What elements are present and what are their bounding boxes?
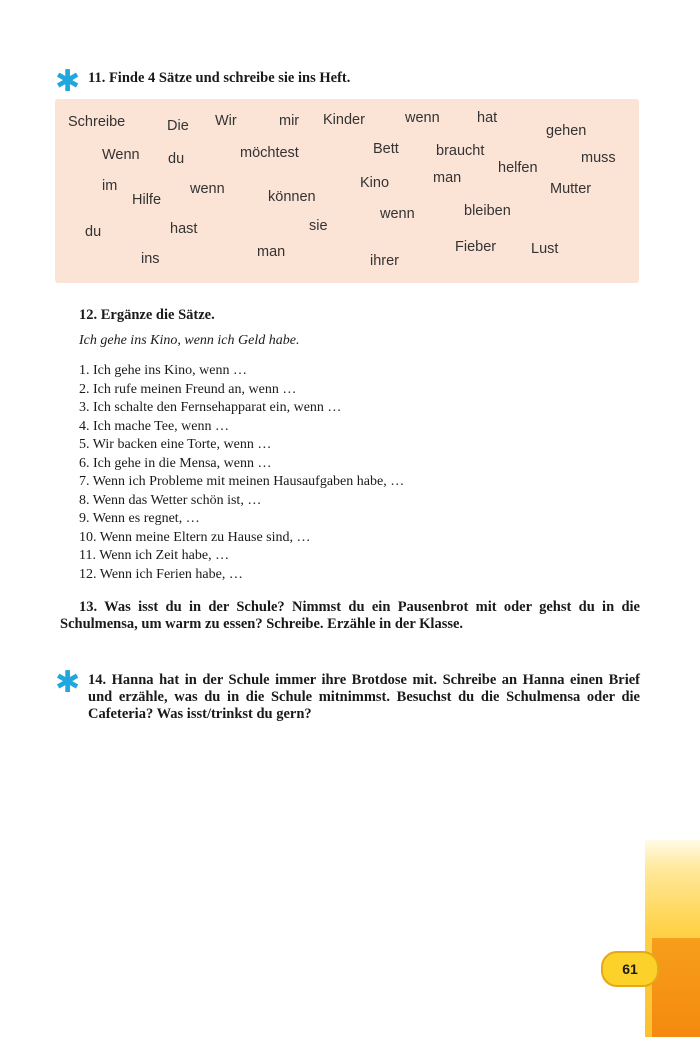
word: hat [477, 110, 498, 126]
word: mir [279, 113, 300, 129]
list-item: 4. Ich mache Tee, wenn … [79, 418, 229, 434]
list-item: 11. Wenn ich Zeit habe, … [79, 548, 230, 563]
asterisk-icon: ✱ [55, 64, 81, 99]
list-item: 3. Ich schalte den Fernsehapparat ein, wenn … [79, 400, 342, 415]
word: ihrer [370, 253, 400, 269]
word: Hilfe [132, 192, 162, 208]
word: Kinder [323, 112, 365, 128]
word: Mutter [550, 181, 592, 197]
page-number: 61 [601, 951, 659, 987]
word: Schreibe [68, 114, 126, 130]
word: sie [309, 218, 328, 234]
word: können [268, 189, 316, 205]
word-puzzle-box [55, 99, 639, 283]
word: möchtest [240, 145, 299, 161]
exercise-13-text: 13. Was isst du in der Schule? Nimmst du ein Pausenbrot mit oder gehst du in die Schulmensa, um warm zu essen? Schreibe. Erzähle in der Klasse. [60, 599, 640, 632]
list-item: 8. Wenn das Wetter schön ist, … [79, 492, 262, 508]
list-item: 2. Ich rufe meinen Freund an, wenn … [79, 381, 297, 397]
word: ins [141, 251, 160, 267]
word: Bett [373, 141, 399, 157]
word: Lust [531, 241, 559, 257]
list-item: 10. Wenn meine Eltern zu Hause sind, … [79, 529, 311, 545]
sentence-list [79, 362, 404, 584]
word: braucht [436, 143, 485, 159]
exercise-14-text: 14. Hanna hat in der Schule immer ihre Brotdose mit. Schreibe an Hanna einen Brief und erzähle, was du in die Schule mitnimmst. Besuchst du die Schulmensa oder die Cafeteria? Was isst/trinkst du gern? [88, 672, 640, 722]
word: du [85, 224, 102, 240]
word: helfen [498, 160, 538, 176]
asterisk-icon: ✱ [55, 665, 81, 700]
word: man [257, 244, 286, 260]
example-sentence: Ich gehe ins Kino, wenn ich Geld habe. [79, 333, 300, 348]
word: man [433, 170, 462, 186]
word: wenn [405, 110, 440, 126]
word: wenn [380, 206, 415, 222]
word: muss [581, 150, 616, 166]
list-item: 5. Wir backen eine Torte, wenn … [79, 437, 272, 452]
word: Fieber [455, 239, 497, 255]
word: Kino [360, 175, 390, 191]
word: Wir [215, 113, 237, 129]
word: im [102, 178, 118, 194]
word: bleiben [464, 203, 511, 219]
list-item: 12. Wenn ich Ferien habe, … [79, 566, 243, 582]
word: du [168, 151, 185, 167]
list-item: 7. Wenn ich Probleme mit meinen Hausaufgaben habe, … [79, 474, 405, 489]
word: hast [170, 221, 198, 237]
exercise-12-heading: 12. Ergänze die Sätze. [79, 307, 215, 323]
word: Die [167, 118, 189, 134]
exercise-11-heading: 11. Finde 4 Sätze und schreibe sie ins Heft. [88, 70, 351, 86]
list-item: 6. Ich gehe in die Mensa, wenn … [79, 455, 272, 471]
list-item: 1. Ich gehe ins Kino, wenn … [79, 363, 247, 378]
word: wenn [190, 181, 225, 197]
list-item: 9. Wenn es regnet, … [79, 511, 200, 526]
word: gehen [546, 123, 587, 139]
word: Wenn [102, 147, 140, 163]
page-edge-tab [652, 938, 700, 1037]
